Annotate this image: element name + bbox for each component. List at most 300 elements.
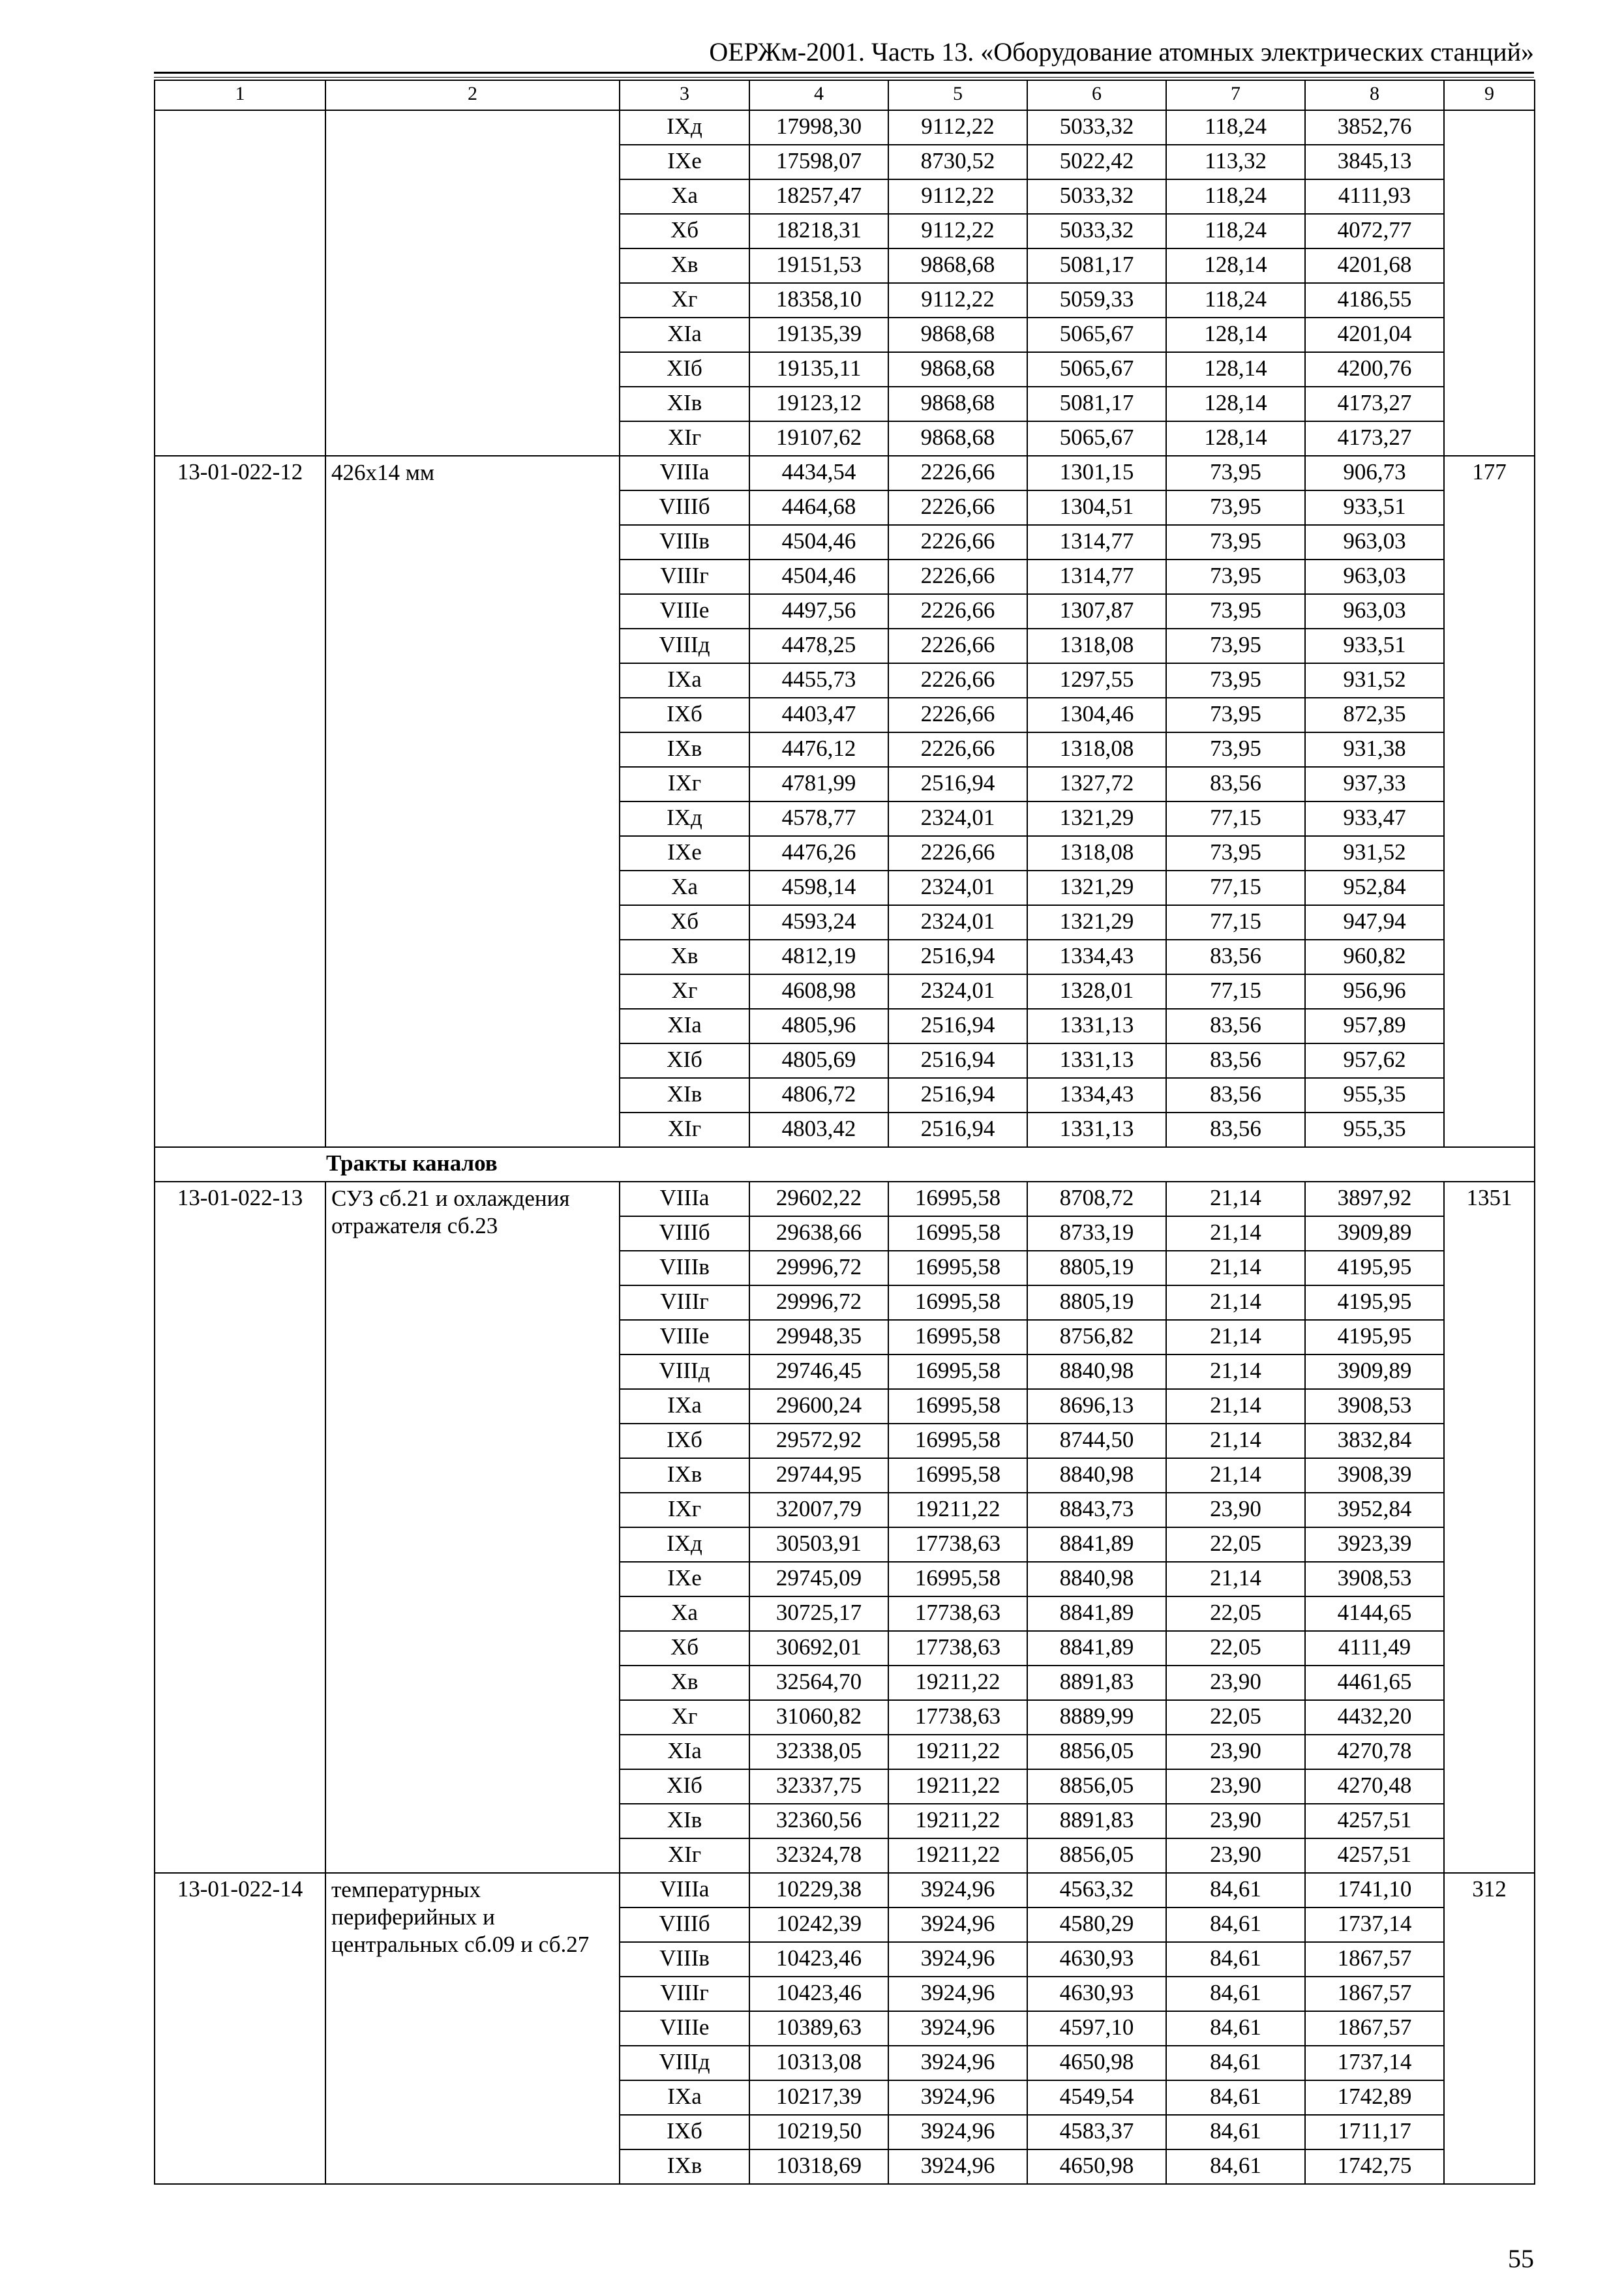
total-cost-cell: 10318,69 xyxy=(749,2149,888,2184)
driver-wages-cell: 118,24 xyxy=(1166,283,1305,318)
materials-cell: 963,03 xyxy=(1305,560,1444,594)
machine-cost-cell: 8843,73 xyxy=(1027,1493,1166,1527)
zone-cell: IXе xyxy=(620,145,749,179)
materials-cell: 955,35 xyxy=(1305,1078,1444,1113)
zone-cell: IXа xyxy=(620,1389,749,1424)
total-cost-cell: 10229,38 xyxy=(749,1873,888,1908)
zone-cell: Xв xyxy=(620,248,749,283)
wages-cell: 2226,66 xyxy=(888,698,1027,732)
mass-cell xyxy=(1444,110,1535,456)
machine-cost-cell: 8841,89 xyxy=(1027,1631,1166,1666)
total-cost-cell: 32324,78 xyxy=(749,1838,888,1873)
machine-cost-cell: 5033,32 xyxy=(1027,110,1166,145)
machine-cost-cell: 1307,87 xyxy=(1027,594,1166,629)
materials-cell: 3908,53 xyxy=(1305,1562,1444,1596)
driver-wages-cell: 84,61 xyxy=(1166,2080,1305,2115)
materials-cell: 906,73 xyxy=(1305,456,1444,490)
driver-wages-cell: 83,56 xyxy=(1166,767,1305,801)
zone-cell: VIIIа xyxy=(620,456,749,490)
driver-wages-cell: 118,24 xyxy=(1166,214,1305,248)
driver-wages-cell: 23,90 xyxy=(1166,1769,1305,1804)
zone-cell: IXб xyxy=(620,698,749,732)
machine-cost-cell: 8744,50 xyxy=(1027,1424,1166,1458)
total-cost-cell: 10423,46 xyxy=(749,1942,888,1977)
machine-cost-cell: 1314,77 xyxy=(1027,560,1166,594)
table-row xyxy=(155,456,1535,490)
machine-cost-cell: 8840,98 xyxy=(1027,1562,1166,1596)
total-cost-cell: 18257,47 xyxy=(749,179,888,214)
wages-cell: 9868,68 xyxy=(888,387,1027,421)
total-cost-cell: 18218,31 xyxy=(749,214,888,248)
total-cost-cell: 10313,08 xyxy=(749,2046,888,2080)
driver-wages-cell: 21,14 xyxy=(1166,1458,1305,1493)
materials-cell: 931,52 xyxy=(1305,836,1444,871)
zone-cell: IXд xyxy=(620,801,749,836)
total-cost-cell: 31060,82 xyxy=(749,1700,888,1735)
zone-cell: Xб xyxy=(620,1631,749,1666)
materials-cell: 4270,78 xyxy=(1305,1735,1444,1769)
machine-cost-cell: 4650,98 xyxy=(1027,2149,1166,2184)
zone-cell: Xа xyxy=(620,179,749,214)
materials-cell: 931,52 xyxy=(1305,663,1444,698)
total-cost-cell: 17598,07 xyxy=(749,145,888,179)
driver-wages-cell: 118,24 xyxy=(1166,179,1305,214)
total-cost-cell: 4608,98 xyxy=(749,974,888,1009)
driver-wages-cell: 83,56 xyxy=(1166,1009,1305,1043)
zone-cell: Xг xyxy=(620,283,749,318)
materials-cell: 4201,04 xyxy=(1305,318,1444,352)
column-number-4: 4 xyxy=(749,80,888,110)
total-cost-cell: 4593,24 xyxy=(749,905,888,940)
materials-cell: 1741,10 xyxy=(1305,1873,1444,1908)
machine-cost-cell: 1304,51 xyxy=(1027,490,1166,525)
zone-cell: Xб xyxy=(620,905,749,940)
wages-cell: 16995,58 xyxy=(888,1389,1027,1424)
materials-cell: 1742,75 xyxy=(1305,2149,1444,2184)
machine-cost-cell: 1321,29 xyxy=(1027,871,1166,905)
zone-cell: IXе xyxy=(620,1562,749,1596)
machine-cost-cell: 1327,72 xyxy=(1027,767,1166,801)
machine-cost-cell: 1334,43 xyxy=(1027,1078,1166,1113)
wages-cell: 16995,58 xyxy=(888,1458,1027,1493)
zone-cell: VIIIг xyxy=(620,560,749,594)
wages-cell: 9112,22 xyxy=(888,283,1027,318)
materials-cell: 3909,89 xyxy=(1305,1354,1444,1389)
machine-cost-cell: 8708,72 xyxy=(1027,1182,1166,1216)
driver-wages-cell: 22,05 xyxy=(1166,1631,1305,1666)
wages-cell: 8730,52 xyxy=(888,145,1027,179)
wages-cell: 16995,58 xyxy=(888,1562,1027,1596)
total-cost-cell: 19135,39 xyxy=(749,318,888,352)
zone-cell: Xб xyxy=(620,214,749,248)
header-rule xyxy=(154,72,1534,74)
machine-cost-cell: 1331,13 xyxy=(1027,1009,1166,1043)
zone-cell: VIIIд xyxy=(620,2046,749,2080)
machine-cost-cell: 5081,17 xyxy=(1027,248,1166,283)
driver-wages-cell: 21,14 xyxy=(1166,1354,1305,1389)
item-mass: 177 xyxy=(1444,456,1535,1147)
zone-cell: IXб xyxy=(620,1424,749,1458)
materials-cell: 3832,84 xyxy=(1305,1424,1444,1458)
machine-cost-cell: 1318,08 xyxy=(1027,629,1166,663)
materials-cell: 957,62 xyxy=(1305,1043,1444,1078)
item-code: 13-01-022-13 xyxy=(155,1182,325,1873)
materials-cell: 4257,51 xyxy=(1305,1838,1444,1873)
machine-cost-cell: 4650,98 xyxy=(1027,2046,1166,2080)
zone-cell: VIIIа xyxy=(620,1873,749,1908)
materials-cell: 4173,27 xyxy=(1305,387,1444,421)
total-cost-cell: 29638,66 xyxy=(749,1216,888,1251)
materials-cell: 963,03 xyxy=(1305,525,1444,560)
driver-wages-cell: 73,95 xyxy=(1166,663,1305,698)
machine-cost-cell: 1304,46 xyxy=(1027,698,1166,732)
machine-cost-cell: 8840,98 xyxy=(1027,1458,1166,1493)
wages-cell: 2324,01 xyxy=(888,871,1027,905)
materials-cell: 872,35 xyxy=(1305,698,1444,732)
driver-wages-cell: 21,14 xyxy=(1166,1320,1305,1354)
driver-wages-cell: 84,61 xyxy=(1166,2115,1305,2149)
total-cost-cell: 10217,39 xyxy=(749,2080,888,2115)
wages-cell: 19211,22 xyxy=(888,1838,1027,1873)
materials-cell: 1711,17 xyxy=(1305,2115,1444,2149)
total-cost-cell: 4578,77 xyxy=(749,801,888,836)
total-cost-cell: 18358,10 xyxy=(749,283,888,318)
driver-wages-cell: 73,95 xyxy=(1166,525,1305,560)
zone-cell: VIIIе xyxy=(620,2011,749,2046)
driver-wages-cell: 83,56 xyxy=(1166,1113,1305,1147)
materials-cell: 3923,39 xyxy=(1305,1527,1444,1562)
zone-cell: Xг xyxy=(620,974,749,1009)
total-cost-cell: 4476,12 xyxy=(749,732,888,767)
total-cost-cell: 30503,91 xyxy=(749,1527,888,1562)
machine-cost-cell: 4630,93 xyxy=(1027,1942,1166,1977)
materials-cell: 4111,49 xyxy=(1305,1631,1444,1666)
materials-cell: 4072,77 xyxy=(1305,214,1444,248)
materials-cell: 4173,27 xyxy=(1305,421,1444,456)
driver-wages-cell: 128,14 xyxy=(1166,421,1305,456)
machine-cost-cell: 5033,32 xyxy=(1027,179,1166,214)
wages-cell: 9868,68 xyxy=(888,318,1027,352)
wages-cell: 16995,58 xyxy=(888,1251,1027,1285)
column-number-8: 8 xyxy=(1305,80,1444,110)
machine-cost-cell: 1321,29 xyxy=(1027,905,1166,940)
machine-cost-cell: 8856,05 xyxy=(1027,1769,1166,1804)
driver-wages-cell: 22,05 xyxy=(1166,1527,1305,1562)
wages-cell: 16995,58 xyxy=(888,1285,1027,1320)
wages-cell: 9868,68 xyxy=(888,421,1027,456)
materials-cell: 3908,39 xyxy=(1305,1458,1444,1493)
driver-wages-cell: 84,61 xyxy=(1166,2046,1305,2080)
item-name: СУЗ сб.21 и охлаждения отражателя сб.23 xyxy=(325,1182,620,1873)
wages-cell: 2516,94 xyxy=(888,1009,1027,1043)
wages-cell: 3924,96 xyxy=(888,1908,1027,1942)
wages-cell: 2516,94 xyxy=(888,1078,1027,1113)
total-cost-cell: 4497,56 xyxy=(749,594,888,629)
zone-cell: VIIIд xyxy=(620,1354,749,1389)
zone-cell: VIIIг xyxy=(620,1285,749,1320)
total-cost-cell: 32564,70 xyxy=(749,1666,888,1700)
driver-wages-cell: 21,14 xyxy=(1166,1182,1305,1216)
zone-cell: IXб xyxy=(620,2115,749,2149)
machine-cost-cell: 1334,43 xyxy=(1027,940,1166,974)
wages-cell: 19211,22 xyxy=(888,1493,1027,1527)
materials-cell: 955,35 xyxy=(1305,1113,1444,1147)
materials-cell: 4257,51 xyxy=(1305,1804,1444,1838)
driver-wages-cell: 73,95 xyxy=(1166,456,1305,490)
wages-cell: 16995,58 xyxy=(888,1320,1027,1354)
driver-wages-cell: 84,61 xyxy=(1166,1873,1305,1908)
total-cost-cell: 19123,12 xyxy=(749,387,888,421)
wages-cell: 17738,63 xyxy=(888,1596,1027,1631)
materials-cell: 947,94 xyxy=(1305,905,1444,940)
machine-cost-cell: 8696,13 xyxy=(1027,1389,1166,1424)
zone-cell: XIг xyxy=(620,421,749,456)
materials-cell: 931,38 xyxy=(1305,732,1444,767)
machine-cost-cell: 8891,83 xyxy=(1027,1804,1166,1838)
total-cost-cell: 32337,75 xyxy=(749,1769,888,1804)
driver-wages-cell: 21,14 xyxy=(1166,1285,1305,1320)
machine-cost-cell: 1321,29 xyxy=(1027,801,1166,836)
total-cost-cell: 10389,63 xyxy=(749,2011,888,2046)
wages-cell: 3924,96 xyxy=(888,2011,1027,2046)
materials-cell: 4270,48 xyxy=(1305,1769,1444,1804)
zone-cell: XIг xyxy=(620,1838,749,1873)
materials-cell: 4432,20 xyxy=(1305,1700,1444,1735)
zone-cell: VIIIб xyxy=(620,490,749,525)
document-title: ОЕРЖм-2001. Часть 13. «Оборудование атомных электрических станций» xyxy=(709,37,1534,67)
total-cost-cell: 4478,25 xyxy=(749,629,888,663)
zone-cell: VIIIб xyxy=(620,1216,749,1251)
zone-cell: VIIIб xyxy=(620,1908,749,1942)
zone-cell: XIа xyxy=(620,318,749,352)
total-cost-cell: 4805,69 xyxy=(749,1043,888,1078)
machine-cost-cell: 8805,19 xyxy=(1027,1251,1166,1285)
wages-cell: 2226,66 xyxy=(888,525,1027,560)
table-row xyxy=(155,1182,1535,1216)
driver-wages-cell: 128,14 xyxy=(1166,387,1305,421)
driver-wages-cell: 22,05 xyxy=(1166,1596,1305,1631)
wages-cell: 2226,66 xyxy=(888,490,1027,525)
machine-cost-cell: 8841,89 xyxy=(1027,1527,1166,1562)
zone-cell: VIIIд xyxy=(620,629,749,663)
total-cost-cell: 4812,19 xyxy=(749,940,888,974)
materials-cell: 1867,57 xyxy=(1305,1977,1444,2011)
materials-cell: 1737,14 xyxy=(1305,1908,1444,1942)
machine-cost-cell: 8856,05 xyxy=(1027,1735,1166,1769)
total-cost-cell: 29744,95 xyxy=(749,1458,888,1493)
driver-wages-cell: 73,95 xyxy=(1166,629,1305,663)
total-cost-cell: 4504,46 xyxy=(749,560,888,594)
item-name: 426x14 мм xyxy=(325,456,620,1147)
zone-cell: IXд xyxy=(620,110,749,145)
rates-table-body xyxy=(155,80,1535,2184)
zone-cell: XIа xyxy=(620,1735,749,1769)
materials-cell: 4195,95 xyxy=(1305,1320,1444,1354)
materials-cell: 4201,68 xyxy=(1305,248,1444,283)
wages-cell: 2516,94 xyxy=(888,1043,1027,1078)
driver-wages-cell: 23,90 xyxy=(1166,1493,1305,1527)
wages-cell: 9112,22 xyxy=(888,110,1027,145)
materials-cell: 3952,84 xyxy=(1305,1493,1444,1527)
zone-cell: VIIIв xyxy=(620,1251,749,1285)
machine-cost-cell: 5065,67 xyxy=(1027,352,1166,387)
column-number-2: 2 xyxy=(325,80,620,110)
zone-cell: XIб xyxy=(620,1043,749,1078)
wages-cell: 19211,22 xyxy=(888,1735,1027,1769)
materials-cell: 952,84 xyxy=(1305,871,1444,905)
machine-cost-cell: 5022,42 xyxy=(1027,145,1166,179)
zone-cell: VIIIе xyxy=(620,594,749,629)
zone-cell: XIв xyxy=(620,1078,749,1113)
materials-cell: 963,03 xyxy=(1305,594,1444,629)
zone-cell: IXг xyxy=(620,1493,749,1527)
driver-wages-cell: 23,90 xyxy=(1166,1838,1305,1873)
driver-wages-cell: 84,61 xyxy=(1166,1942,1305,1977)
zone-cell: VIIIв xyxy=(620,1942,749,1977)
machine-cost-cell: 4580,29 xyxy=(1027,1908,1166,1942)
total-cost-cell: 19107,62 xyxy=(749,421,888,456)
driver-wages-cell: 77,15 xyxy=(1166,905,1305,940)
driver-wages-cell: 21,14 xyxy=(1166,1562,1305,1596)
zone-cell: Xв xyxy=(620,940,749,974)
wages-cell: 9112,22 xyxy=(888,214,1027,248)
machine-cost-cell: 1297,55 xyxy=(1027,663,1166,698)
item-mass: 312 xyxy=(1444,1873,1535,2184)
total-cost-cell: 30692,01 xyxy=(749,1631,888,1666)
materials-cell: 4195,95 xyxy=(1305,1285,1444,1320)
total-cost-cell: 10423,46 xyxy=(749,1977,888,2011)
driver-wages-cell: 83,56 xyxy=(1166,940,1305,974)
zone-cell: Xв xyxy=(620,1666,749,1700)
total-cost-cell: 4455,73 xyxy=(749,663,888,698)
driver-wages-cell: 73,95 xyxy=(1166,732,1305,767)
column-number-9: 9 xyxy=(1444,80,1535,110)
materials-cell: 3852,76 xyxy=(1305,110,1444,145)
total-cost-cell: 29572,92 xyxy=(749,1424,888,1458)
wages-cell: 2516,94 xyxy=(888,767,1027,801)
total-cost-cell: 29996,72 xyxy=(749,1251,888,1285)
machine-cost-cell: 5059,33 xyxy=(1027,283,1166,318)
machine-cost-cell: 4563,32 xyxy=(1027,1873,1166,1908)
materials-cell: 3845,13 xyxy=(1305,145,1444,179)
section-title: Тракты каналов xyxy=(155,1147,1535,1182)
driver-wages-cell: 73,95 xyxy=(1166,490,1305,525)
driver-wages-cell: 128,14 xyxy=(1166,318,1305,352)
driver-wages-cell: 73,95 xyxy=(1166,594,1305,629)
wages-cell: 16995,58 xyxy=(888,1216,1027,1251)
total-cost-cell: 4434,54 xyxy=(749,456,888,490)
wages-cell: 3924,96 xyxy=(888,2115,1027,2149)
machine-cost-cell: 8733,19 xyxy=(1027,1216,1166,1251)
zone-cell: XIг xyxy=(620,1113,749,1147)
zone-cell: XIб xyxy=(620,352,749,387)
machine-cost-cell: 1318,08 xyxy=(1027,836,1166,871)
driver-wages-cell: 77,15 xyxy=(1166,871,1305,905)
machine-cost-cell: 1328,01 xyxy=(1027,974,1166,1009)
wages-cell: 3924,96 xyxy=(888,2080,1027,2115)
wages-cell: 2226,66 xyxy=(888,732,1027,767)
item-code: 13-01-022-12 xyxy=(155,456,325,1147)
total-cost-cell: 4598,14 xyxy=(749,871,888,905)
machine-cost-cell: 4583,37 xyxy=(1027,2115,1166,2149)
materials-cell: 1867,57 xyxy=(1305,2011,1444,2046)
driver-wages-cell: 21,14 xyxy=(1166,1424,1305,1458)
machine-cost-cell: 4597,10 xyxy=(1027,2011,1166,2046)
wages-cell: 17738,63 xyxy=(888,1700,1027,1735)
wages-cell: 3924,96 xyxy=(888,2149,1027,2184)
wages-cell: 16995,58 xyxy=(888,1182,1027,1216)
driver-wages-cell: 73,95 xyxy=(1166,698,1305,732)
total-cost-cell: 17998,30 xyxy=(749,110,888,145)
machine-cost-cell: 1318,08 xyxy=(1027,732,1166,767)
machine-cost-cell: 8805,19 xyxy=(1027,1285,1166,1320)
machine-cost-cell: 4549,54 xyxy=(1027,2080,1166,2115)
driver-wages-cell: 23,90 xyxy=(1166,1735,1305,1769)
materials-cell: 1737,14 xyxy=(1305,2046,1444,2080)
driver-wages-cell: 113,32 xyxy=(1166,145,1305,179)
zone-cell: XIв xyxy=(620,387,749,421)
materials-cell: 933,51 xyxy=(1305,629,1444,663)
wages-cell: 9868,68 xyxy=(888,248,1027,283)
wages-cell: 17738,63 xyxy=(888,1527,1027,1562)
materials-cell: 1867,57 xyxy=(1305,1942,1444,1977)
table-row xyxy=(155,110,1535,145)
machine-cost-cell: 5033,32 xyxy=(1027,214,1166,248)
zone-cell: VIIIе xyxy=(620,1320,749,1354)
zone-cell: XIб xyxy=(620,1769,749,1804)
wages-cell: 17738,63 xyxy=(888,1631,1027,1666)
wages-cell: 2226,66 xyxy=(888,560,1027,594)
materials-cell: 956,96 xyxy=(1305,974,1444,1009)
wages-cell: 19211,22 xyxy=(888,1769,1027,1804)
driver-wages-cell: 83,56 xyxy=(1166,1043,1305,1078)
total-cost-cell: 29745,09 xyxy=(749,1562,888,1596)
zone-cell: IXв xyxy=(620,1458,749,1493)
wages-cell: 3924,96 xyxy=(888,2046,1027,2080)
machine-cost-cell: 8891,83 xyxy=(1027,1666,1166,1700)
machine-cost-cell: 1314,77 xyxy=(1027,525,1166,560)
materials-cell: 4144,65 xyxy=(1305,1596,1444,1631)
column-number-5: 5 xyxy=(888,80,1027,110)
driver-wages-cell: 23,90 xyxy=(1166,1804,1305,1838)
materials-cell: 933,47 xyxy=(1305,801,1444,836)
wages-cell: 2226,66 xyxy=(888,663,1027,698)
machine-cost-cell: 8889,99 xyxy=(1027,1700,1166,1735)
machine-cost-cell: 1331,13 xyxy=(1027,1113,1166,1147)
materials-cell: 4200,76 xyxy=(1305,352,1444,387)
wages-cell: 2516,94 xyxy=(888,1113,1027,1147)
zone-cell: XIв xyxy=(620,1804,749,1838)
driver-wages-cell: 73,95 xyxy=(1166,836,1305,871)
driver-wages-cell: 21,14 xyxy=(1166,1251,1305,1285)
page-number: 55 xyxy=(1508,2244,1534,2273)
zone-cell: IXв xyxy=(620,2149,749,2184)
column-number-1: 1 xyxy=(155,80,325,110)
zone-cell: Xа xyxy=(620,1596,749,1631)
total-cost-cell: 29996,72 xyxy=(749,1285,888,1320)
total-cost-cell: 4464,68 xyxy=(749,490,888,525)
materials-cell: 4461,65 xyxy=(1305,1666,1444,1700)
wages-cell: 3924,96 xyxy=(888,1977,1027,2011)
wages-cell: 2324,01 xyxy=(888,905,1027,940)
machine-cost-cell: 5065,67 xyxy=(1027,318,1166,352)
wages-cell: 2226,66 xyxy=(888,629,1027,663)
driver-wages-cell: 128,14 xyxy=(1166,248,1305,283)
driver-wages-cell: 22,05 xyxy=(1166,1700,1305,1735)
materials-cell: 960,82 xyxy=(1305,940,1444,974)
driver-wages-cell: 128,14 xyxy=(1166,352,1305,387)
column-number-row xyxy=(155,80,1535,110)
